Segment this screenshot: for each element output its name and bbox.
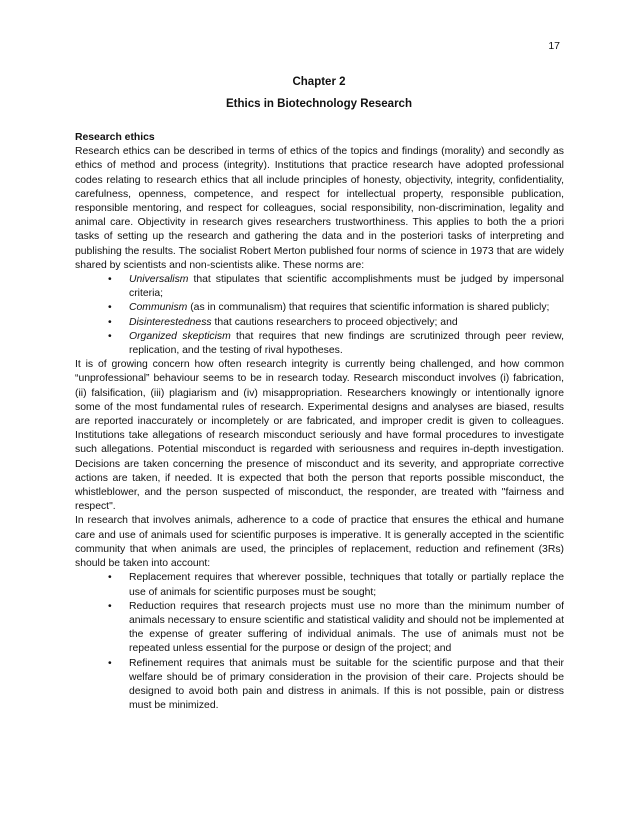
norm-term: Universalism — [129, 274, 189, 286]
list-item — [75, 600, 564, 657]
list-item — [75, 316, 564, 330]
intro-paragraph: Research ethics can be described in terms of ethics of the topics and findings (morality) and secondly as ethics of method and process (integrity). Institutions that practice research have adopted professional codes relating to research ethics that all include principles of honesty, objectivity, integrity, confidentiality, carefulness, openness, competence, and respect for intellectual property, responsible publication, responsible mentoring, and respect for colleagues, social responsibility, non-discrimination, legality and animal care. Objectivity in research gives researchers trustworthiness. This applies to both the a priori tasks of setting up the research and gathering the data and in the posteriori tasks of interpreting and publishing the results. The socialist Robert Merton published four norms of science in 1973 that are widely shared by scientists and non-scientists alike. These norms are: — [75, 146, 564, 271]
chapter-label: Chapter 2 — [292, 76, 346, 88]
bullet-icon: • — [108, 316, 112, 328]
misconduct-paragraph: It is of growing concern how often research integrity is currently being challenged, and how common “unprofessional” behaviour seems to be in research today. Research misconduct involves (i) fabrication, (ii) falsification, (iii) plagiarism and (iv) misappropriation. Researchers knowingly or intentionally ignore some of the most fundamental rules of research. Experimental designs and analyses are biased, results are reported inaccurately or incompletely or are fabricated, and improper credit is given to colleagues. Institutions take allegations of research misconduct seriously and have formal procedures to investigate such allegations. Potential misconduct is regarded with seriousness and requires in-depth investigation. Decisions are taken concerning the presence of misconduct and its severity, and appropriate corrective actions are taken, if needed. It is expected that both the person that reports possible misconduct, the whistleblower, and the person suspected of misconduct, the responder, are treated with "fairness and respect". — [75, 359, 564, 513]
bullet-icon: • — [108, 657, 112, 669]
reduction-text: Reduction requires that research projects must use no more than the minimum number of animals necessary to ensure scientific and statistical validity and should not be implemented at the expense of greater suffering of individual animals. The use of animals must not be repeated unless essential for the purpose or design of the project; and — [129, 600, 564, 655]
page-number: 17 — [548, 40, 560, 52]
list-item — [75, 571, 564, 599]
norm-description: that stipulates that scientific accomplishments must be judged by impersonal criteria; — [129, 274, 564, 300]
norm-term: Organized skepticism — [129, 330, 231, 342]
document-body — [75, 131, 564, 713]
list-item — [75, 657, 564, 714]
list-item — [75, 330, 564, 358]
norm-term: Disinterestedness — [129, 316, 212, 328]
three-rs-list — [75, 571, 564, 713]
bullet-icon: • — [108, 330, 112, 342]
section-heading: Research ethics — [75, 132, 155, 143]
norm-description: that requires that new findings are scrutinized through peer review, replication, and the testing of rival hypotheses. — [129, 330, 564, 357]
norm-description: (as in communalism) that requires that scientific information is shared publicly; — [187, 302, 550, 314]
bullet-icon: • — [108, 302, 112, 314]
norms-list — [75, 273, 564, 358]
bullet-icon: • — [108, 600, 112, 612]
norm-term: Communism — [129, 302, 188, 314]
animals-paragraph: In research that involves animals, adherence to a code of practice that ensures the ethical and humane care and use of animals used for scientific purposes is imperative. It is generally accepted in the scientific community that when animals are used, the principles of replacement, reduction and refinement (3Rs) should be taken into account: — [75, 515, 564, 570]
replacement-text: Replacement requires that wherever possible, techniques that totally or partially replace the use of animals for scientific purposes must be sought; — [129, 572, 564, 598]
list-item — [75, 301, 564, 315]
refinement-text: Refinement requires that animals must be suitable for the scientific purpose and that their welfare should be of primary consideration in the provision of their care. Projects should be designed to avoid both pain and distress in animals. If this is not possible, pain or distress must be minimized. — [129, 657, 564, 712]
norm-description: that cautions researchers to proceed objectively; and — [211, 316, 458, 328]
list-item — [75, 273, 564, 301]
bullet-icon: • — [108, 274, 112, 286]
chapter-title: Ethics in Biotechnology Research — [226, 98, 412, 110]
bullet-icon: • — [108, 572, 112, 584]
